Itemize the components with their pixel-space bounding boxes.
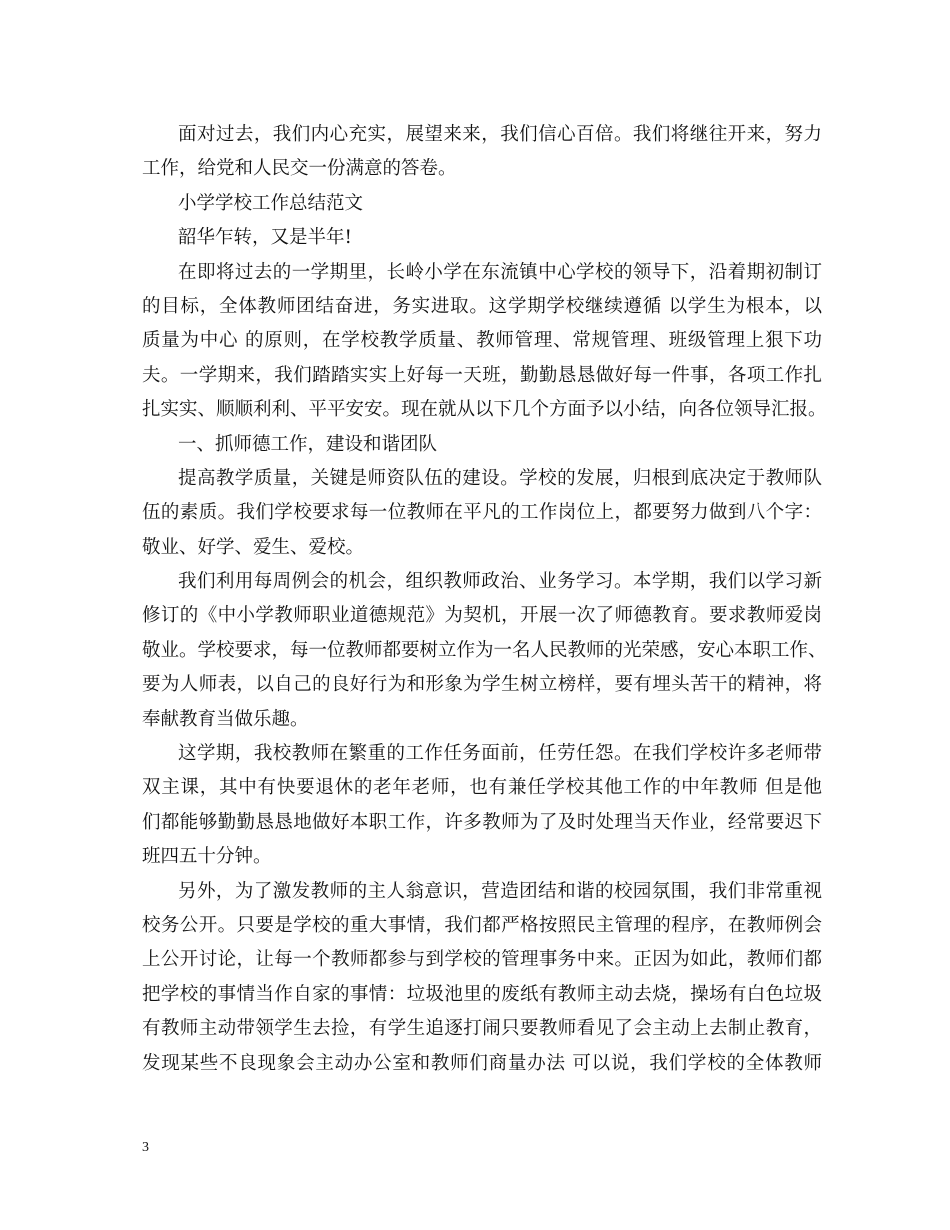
text-line: 们都能够勤勤恳恳地做好本职工作，许多教师为了及时处理当天作业，经常要迟下 bbox=[142, 811, 822, 833]
text-line: 这学期，我校教师在繁重的工作任务面前，任劳任怨。在我们学校许多老师带 bbox=[178, 743, 822, 765]
text-line: 伍的素质。我们学校要求每一位教师在平凡的工作岗位上，都要努力做到八个字： bbox=[142, 502, 822, 524]
text-line: 班四五十分钟。 bbox=[142, 846, 272, 868]
text-line: 韶华乍转，又是半年! bbox=[178, 227, 352, 249]
text-line: 奉献教育当做乐趣。 bbox=[142, 708, 309, 730]
text-line: 另外，为了激发教师的主人翁意识，营造团结和谐的校园氛围，我们非常重视 bbox=[178, 880, 822, 902]
text-line: 的目标，全体教师团结奋进，务实进取。这学期学校继续遵循 以学生为根本，以 bbox=[142, 295, 822, 317]
text-line: 敬业。学校要求，每一位教师都要树立作为一名人民教师的光荣感，安心本职工作、 bbox=[142, 639, 827, 661]
text-line: 敬业、好学、爱生、爱校。 bbox=[142, 536, 365, 558]
text-line: 一、抓师德工作，建设和谐团队 bbox=[178, 433, 438, 455]
body-text bbox=[142, 118, 827, 1081]
page-number: 3 bbox=[142, 1140, 149, 1155]
text-line: 修订的《中小学教师职业道德规范》为契机，开展一次了师德教育。要求教师爱岗 bbox=[142, 605, 822, 627]
text-line: 质量为中心 的原则，在学校教学质量、教师管理、常规管理、班级管理上狠下功 bbox=[142, 330, 822, 352]
text-line: 工作，给党和人民交一份满意的答卷。 bbox=[142, 158, 457, 180]
text-line: 双主课，其中有快要退休的老年老师，也有兼任学校其他工作的中年教师 但是他 bbox=[142, 777, 822, 799]
text-line: 小学学校工作总结范文 bbox=[178, 192, 364, 214]
text-line: 发现某些不良现象会主动办公室和教师们商量办法 可以说，我们学校的全体教师 bbox=[142, 1052, 822, 1074]
text-line: 夫。一学期来，我们踏踏实实上好每一天班，勤勤恳恳做好每一件事，各项工作扎 bbox=[142, 364, 822, 386]
text-line: 要为人师表，以自己的良好行为和形象为学生树立榜样，要有埋头苦干的精神，将 bbox=[142, 674, 822, 696]
text-line: 扎实实、顺顺利利、平平安安。现在就从以下几个方面予以小结，向各位领导汇报。 bbox=[142, 399, 827, 421]
text-line: 提高教学质量，关键是师资队伍的建设。学校的发展，归根到底决定于教师队 bbox=[178, 467, 822, 489]
text-line: 校务公开。只要是学校的重大事情，我们都严格按照民主管理的程序，在教师例会 bbox=[142, 914, 822, 936]
text-line: 我们利用每周例会的机会，组织教师政治、业务学习。本学期，我们以学习新 bbox=[178, 571, 822, 593]
text-line: 上公开讨论，让每一个教师都参与到学校的管理事务中来。正因为如此，教师们都 bbox=[142, 949, 822, 971]
text-line: 把学校的事情当作自家的事情：垃圾池里的废纸有教师主动去烧，操场有白色垃圾 bbox=[142, 983, 822, 1005]
text-line: 有教师主动带领学生去捡，有学生追逐打闹只要教师看见了会主动上去制止教育， bbox=[142, 1018, 822, 1040]
text-line: 在即将过去的一学期里，长岭小学在东流镇中心学校的领导下，沿着期初制订 bbox=[178, 261, 822, 283]
text-line: 面对过去，我们内心充实，展望来来，我们信心百倍。我们将继往开来，努力 bbox=[178, 124, 822, 145]
